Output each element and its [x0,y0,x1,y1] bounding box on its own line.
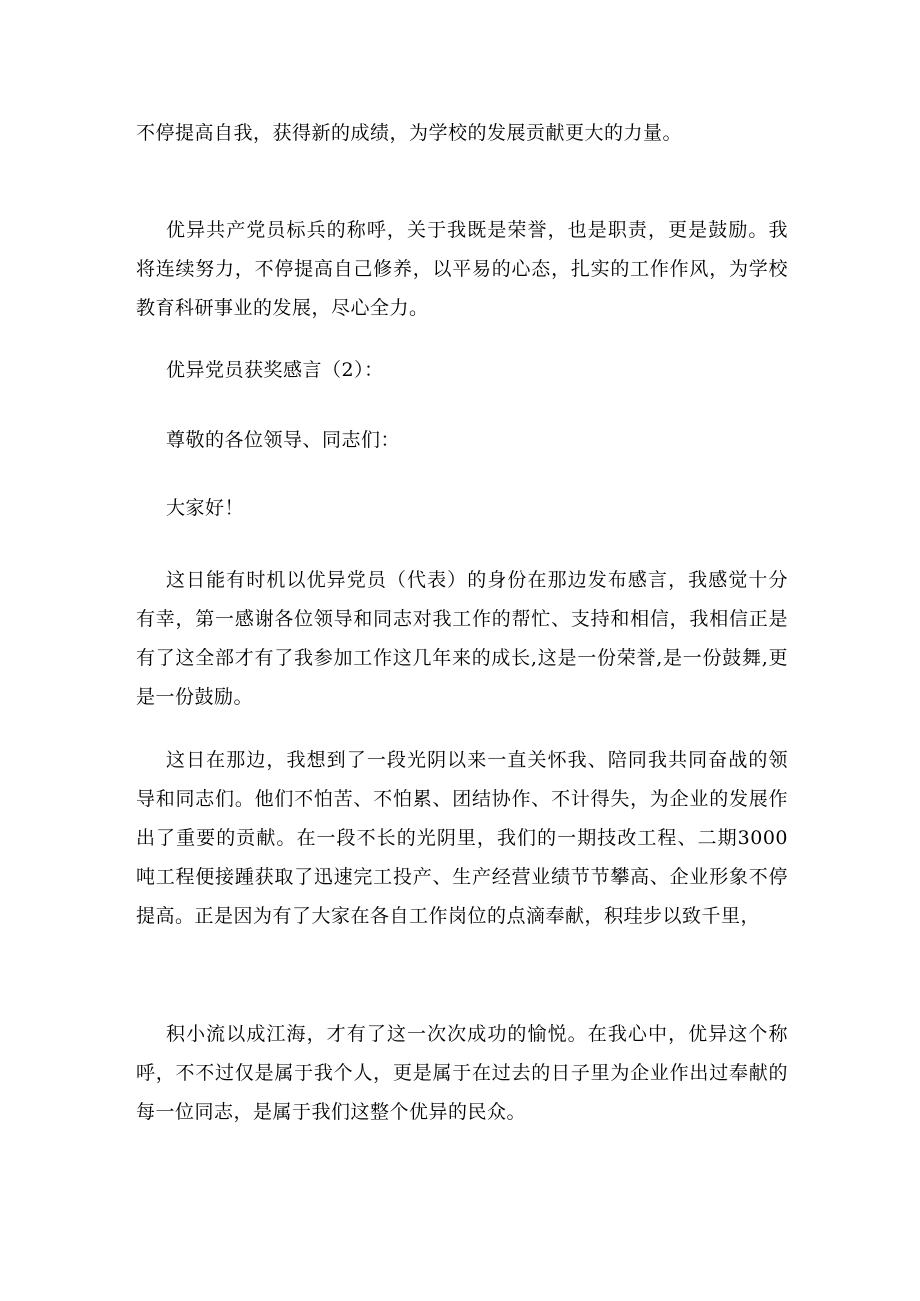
greeting: 大家好！ [166,497,245,519]
paragraph-7: 这日在那边，我想到了一段光阴以来一直关怀我、陪同我共同奋战的领导和同志们。他们不怕苦、不怕累、团结协作、不计得失，为企业的发展作出了重要的贡献。在一段不长的光阴里，我们的一期技改工程、二期3000吨工程便接踵获取了迅速完工投产、生产经营业绩节节攀高、企业形象不停提高。正是因为有了大家在各自工作岗位的点滴奉献，积珪步以致千里， [136,749,788,927]
paragraph-6: 这日能有时机以优异党员（代表）的身份在那边发布感言，我感觉十分有幸，第一感谢各位领导和同志对我工作的帮忙、支持和相信，我相信正是有了这全部才有了我参加工作这几年来的成长,这是一份荣誉,是一份鼓舞,更是一份鼓励。 [136,569,788,708]
paragraph-1: 不停提高自我，获得新的成绩，为学校的发展贡献更大的力量。 [136,122,683,144]
salutation: 尊敬的各位领导、同志们： [166,429,401,451]
paragraph-2: 优异共产党员标兵的称呼，关于我既是荣誉，也是职责，更是鼓励。我将连续努力，不停提高自己修养，以平易的心态，扎实的工作作风，为学校教育科研事业的发展，尽心全力。 [136,219,788,319]
paragraph-3: 优异党员获奖感言（2）： [166,359,384,381]
paragraph-8: 积小流以成江海，才有了这一次次成功的愉悦。在我心中，优异这个称呼，不不过仅是属于我个人，更是属于在过去的日子里为企业作出过奉献的每一位同志，是属于我们这整个优异的民众。 [136,1023,788,1123]
